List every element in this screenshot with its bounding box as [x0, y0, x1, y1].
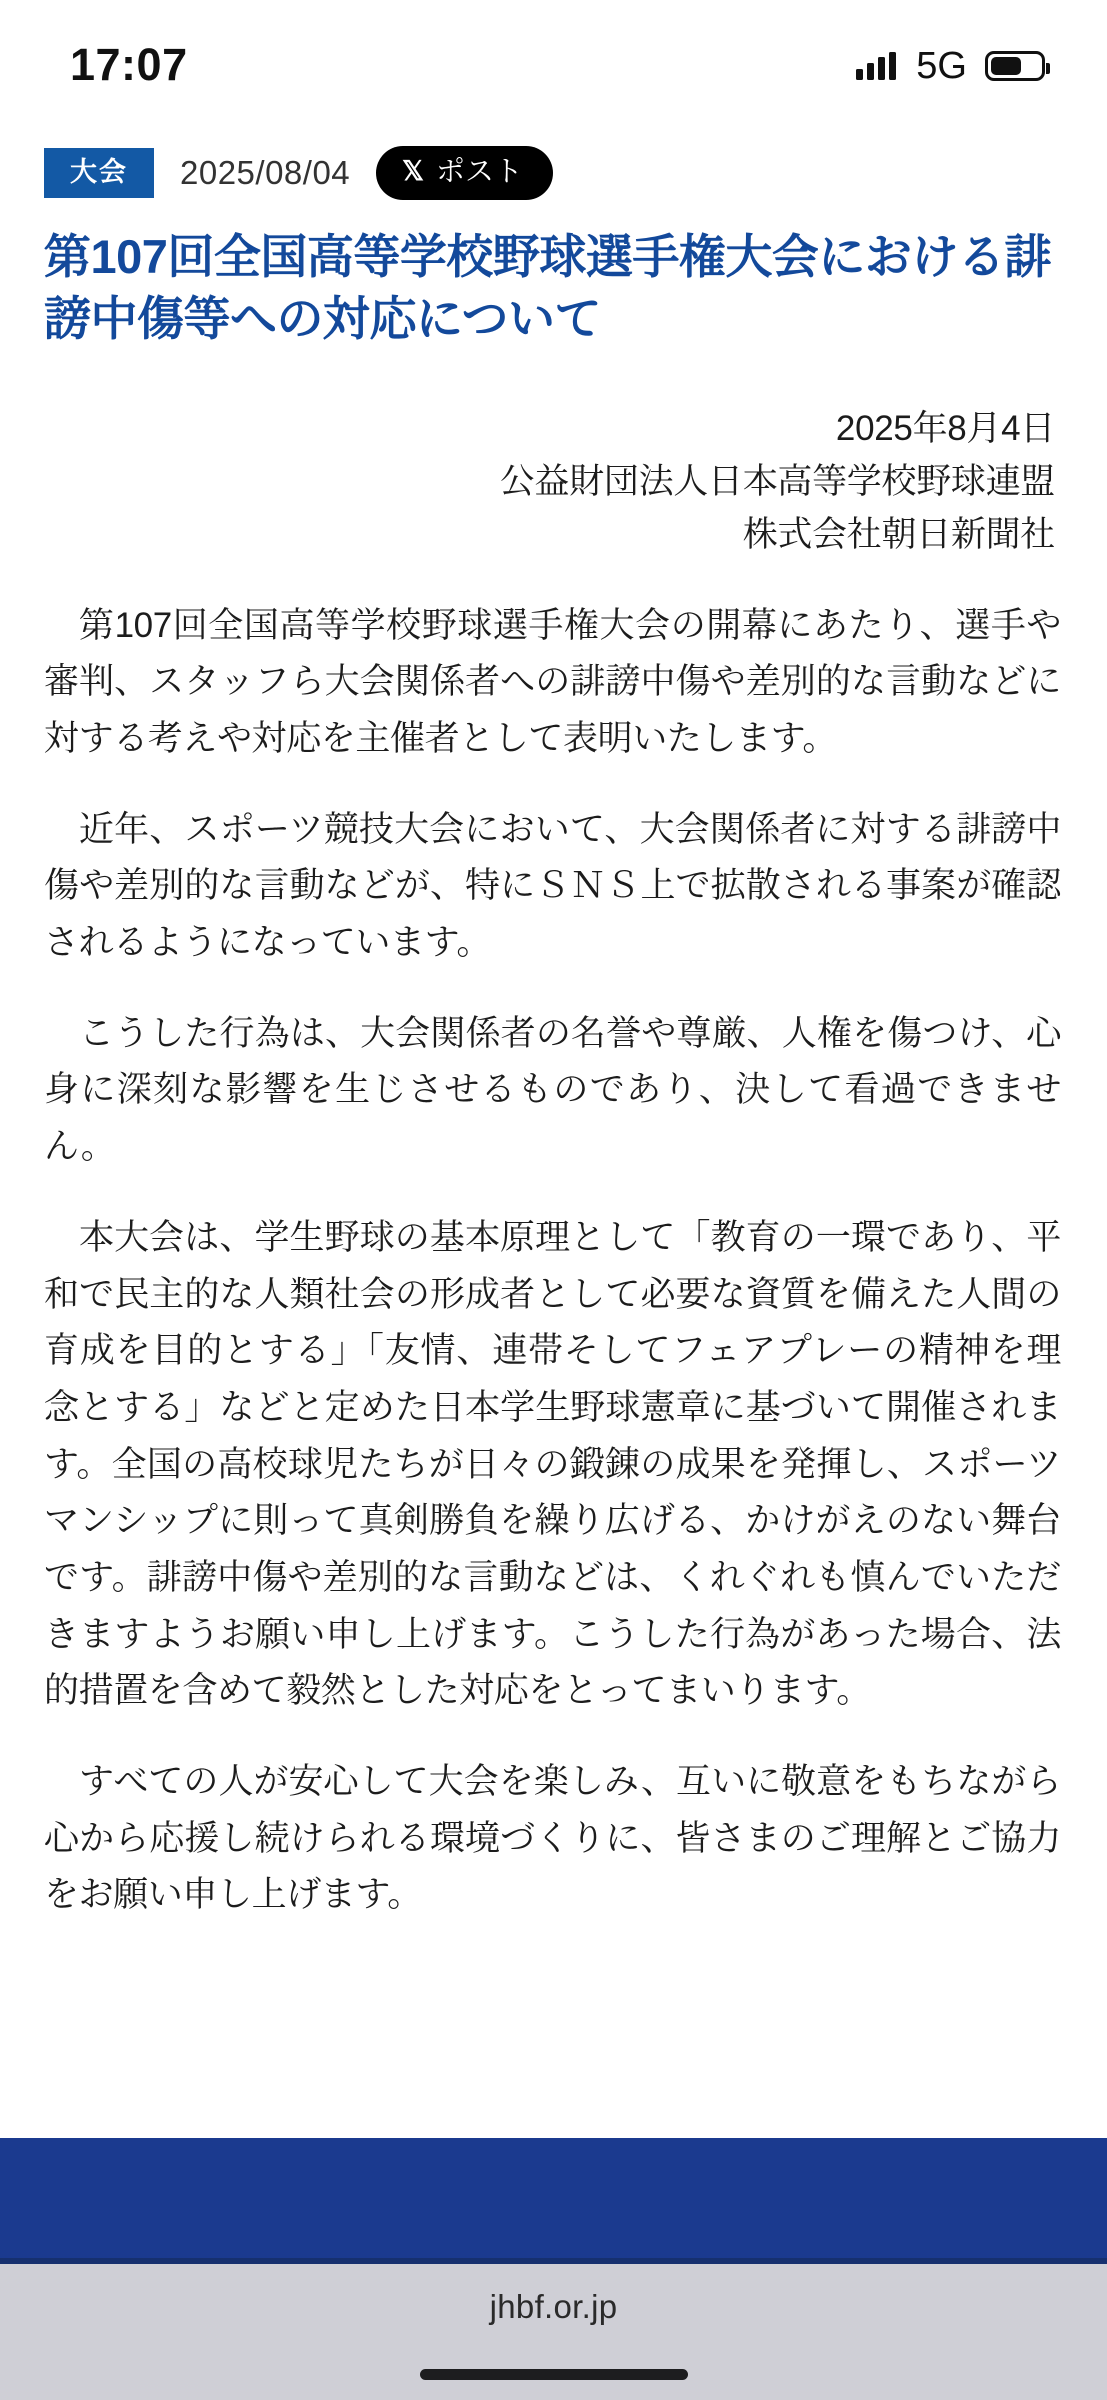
- article-paragraph: こうした行為は、大会関係者の名誉や尊厳、人権を傷つけ、心身に深刻な影響を生じさせるものであり、決して看過できません。: [44, 1013, 1061, 1167]
- status-bar-clock: 17:07: [70, 39, 188, 90]
- article-body: [22, 598, 1085, 1924]
- category-badge[interactable]: 大会: [44, 148, 154, 198]
- x-logo-icon: 𝕏: [402, 156, 424, 186]
- article-page: [0, 146, 1107, 1924]
- page-title: 第107回全国高等学校野球選手権大会における誹謗中傷等への対応について: [44, 230, 1051, 346]
- x-share-button-label: ポスト: [435, 156, 523, 188]
- bottom-zone: [0, 2138, 1107, 2400]
- signature-date: 2025年8月4日: [835, 409, 1055, 449]
- battery-icon: [985, 51, 1045, 81]
- cellular-signal-icon: [856, 52, 896, 80]
- status-bar-indicators: [856, 31, 1045, 88]
- browser-url-label[interactable]: jhbf.or.jp: [489, 2288, 618, 2325]
- article-paragraph: 近年、スポーツ競技大会において、大会関係者に対する誹謗中傷や差別的な言動などが、特にＳＮＳ上で拡散される事案が確認されるようになっています。: [44, 809, 1061, 963]
- article-paragraph: 本大会は、学生野球の基本原理として「教育の一環であり、平和で民主的な人類社会の形成者として必要な資質を備えた人間の育成を目的とする」「友情、連帯そしてフェアプレーの精神を理念とする」などと定めた日本学生野球憲章に基づいて開催されます。全国の高校球児たちが日々の鍛錬の成果を発揮し、スポーツマンシップに則って真剣勝負を繰り広げる、かけがえのない舞台です。誹謗中傷や差別的な言動などは、くれぐれも慎んでいただきますようお願い申し上げます。こうした行為があった場合、法的措置を含めて毅然とした対応をとってまいります。: [44, 1217, 1061, 1711]
- browser-address-bar[interactable]: [0, 2264, 1107, 2400]
- home-indicator[interactable]: [420, 2369, 688, 2380]
- article-date: 2025/08/04: [180, 154, 351, 191]
- x-share-button[interactable]: [376, 146, 553, 200]
- signature-org-federation: 公益財団法人日本高等学校野球連盟: [499, 462, 1055, 502]
- article-paragraph: 第107回全国高等学校野球選手権大会の開幕にあたり、選手や審判、スタッフら大会関係者への誹謗中傷や差別的な言動などに対する考えや対応を主催者として表明いたします。: [44, 605, 1061, 758]
- article-signature: [22, 402, 1085, 562]
- article-meta-row: [22, 146, 1085, 200]
- status-bar: [0, 0, 1107, 118]
- network-type-label: 5G: [916, 44, 967, 87]
- signature-org-newspaper: 株式会社朝日新聞社: [742, 515, 1055, 555]
- site-footer-band: [0, 2138, 1107, 2258]
- article-paragraph: すべての人が安心して大会を楽しみ、互いに敬意をもちながら心から応援し続けられる環境づくりに、皆さまのご理解とご協力をお願い申し上げます。: [44, 1762, 1061, 1915]
